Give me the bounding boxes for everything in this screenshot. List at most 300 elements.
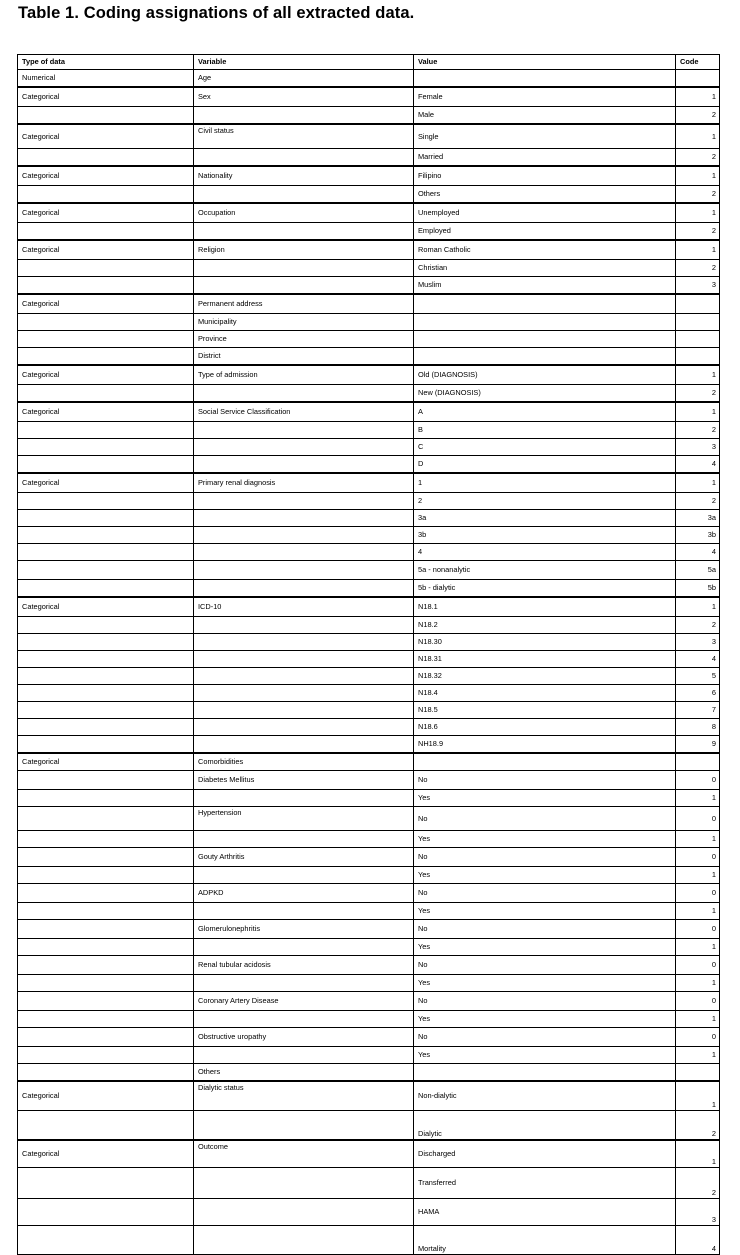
variable-cell: District: [194, 348, 414, 366]
type-cell: [18, 848, 194, 867]
code-cell: 1: [676, 240, 720, 260]
type-cell: [18, 223, 194, 241]
table-row: [18, 1081, 720, 1111]
table-row: [18, 70, 720, 88]
variable-cell: Nationality: [194, 166, 414, 186]
code-cell: 2: [676, 186, 720, 204]
variable-cell: [194, 1199, 414, 1226]
code-cell: 5a: [676, 561, 720, 580]
value-cell: [414, 314, 676, 331]
page-title: Table 1. Coding assignations of all extracted data.: [18, 4, 415, 22]
code-cell: 1: [676, 87, 720, 107]
value-cell: 2: [414, 493, 676, 510]
type-cell: [18, 1011, 194, 1028]
variable-cell: [194, 149, 414, 167]
type-cell: [18, 1064, 194, 1082]
value-cell: B: [414, 422, 676, 439]
type-cell: [18, 920, 194, 939]
variable-cell: Occupation: [194, 203, 414, 223]
table-row: [18, 348, 720, 366]
variable-cell: [194, 439, 414, 456]
type-cell: [18, 668, 194, 685]
table-body: [18, 55, 720, 1255]
code-cell: 2: [676, 422, 720, 439]
value-cell: Employed: [414, 223, 676, 241]
type-cell: [18, 736, 194, 754]
type-cell: [18, 331, 194, 348]
type-cell: Categorical: [18, 240, 194, 260]
value-cell: N18.6: [414, 719, 676, 736]
variable-cell: [194, 1226, 414, 1255]
code-cell: 0: [676, 771, 720, 790]
type-cell: [18, 807, 194, 831]
value-cell: No: [414, 807, 676, 831]
type-cell: Categorical: [18, 365, 194, 385]
table-row: [18, 149, 720, 167]
code-cell: 3b: [676, 527, 720, 544]
table-row: [18, 107, 720, 125]
variable-cell: [194, 422, 414, 439]
type-cell: [18, 510, 194, 527]
table-row: [18, 1028, 720, 1047]
variable-cell: Renal tubular acidosis: [194, 956, 414, 975]
value-cell: Yes: [414, 790, 676, 807]
variable-cell: Type of admission: [194, 365, 414, 385]
type-cell: [18, 1047, 194, 1064]
value-cell: Yes: [414, 867, 676, 884]
code-cell: 1: [676, 831, 720, 848]
code-cell: 5b: [676, 580, 720, 598]
code-cell: 2: [676, 617, 720, 634]
table-row: [18, 124, 720, 149]
variable-cell: Province: [194, 331, 414, 348]
code-cell: 1: [676, 903, 720, 920]
table-row: [18, 473, 720, 493]
table-row: [18, 1064, 720, 1082]
value-cell: A: [414, 402, 676, 422]
type-cell: Categorical: [18, 402, 194, 422]
table-row: [18, 439, 720, 456]
type-cell: Categorical: [18, 294, 194, 314]
table-row: [18, 1226, 720, 1255]
type-cell: Categorical: [18, 1140, 194, 1168]
type-cell: [18, 385, 194, 403]
table-row: [18, 651, 720, 668]
header-code: Code: [676, 55, 720, 70]
code-cell: 2: [676, 1111, 720, 1141]
code-cell: 2: [676, 107, 720, 125]
type-cell: [18, 544, 194, 561]
variable-cell: [194, 702, 414, 719]
type-cell: [18, 149, 194, 167]
value-cell: New (DIAGNOSIS): [414, 385, 676, 403]
code-cell: 4: [676, 1226, 720, 1255]
table-row: [18, 736, 720, 754]
value-cell: N18.2: [414, 617, 676, 634]
variable-cell: [194, 831, 414, 848]
table-row: [18, 992, 720, 1011]
table-row: [18, 561, 720, 580]
table-row: [18, 1011, 720, 1028]
variable-cell: [194, 975, 414, 992]
code-cell: 1: [676, 124, 720, 149]
table-row: [18, 702, 720, 719]
type-cell: [18, 719, 194, 736]
variable-cell: Municipality: [194, 314, 414, 331]
type-cell: [18, 260, 194, 277]
table-row: [18, 1140, 720, 1168]
type-cell: [18, 1028, 194, 1047]
value-cell: Others: [414, 186, 676, 204]
table-row: [18, 223, 720, 241]
value-cell: [414, 753, 676, 771]
code-cell: 4: [676, 456, 720, 474]
table-row: [18, 685, 720, 702]
value-cell: Yes: [414, 903, 676, 920]
value-cell: [414, 331, 676, 348]
table-row: [18, 903, 720, 920]
variable-cell: [194, 939, 414, 956]
code-cell: 9: [676, 736, 720, 754]
code-cell: 1: [676, 203, 720, 223]
code-cell: 1: [676, 166, 720, 186]
value-cell: N18.4: [414, 685, 676, 702]
table-row: [18, 166, 720, 186]
value-cell: No: [414, 956, 676, 975]
value-cell: N18.31: [414, 651, 676, 668]
value-cell: N18.5: [414, 702, 676, 719]
code-cell: 0: [676, 920, 720, 939]
value-cell: [414, 1064, 676, 1082]
variable-cell: [194, 561, 414, 580]
table-row: [18, 422, 720, 439]
variable-cell: [194, 867, 414, 884]
value-cell: No: [414, 771, 676, 790]
value-cell: No: [414, 884, 676, 903]
type-cell: Categorical: [18, 87, 194, 107]
coding-table: [17, 54, 720, 1255]
variable-cell: [194, 617, 414, 634]
variable-cell: Diabetes Mellitus: [194, 771, 414, 790]
table-row: [18, 668, 720, 685]
code-cell: 1: [676, 1140, 720, 1168]
code-cell: 0: [676, 956, 720, 975]
variable-cell: Others: [194, 1064, 414, 1082]
value-cell: 3a: [414, 510, 676, 527]
value-cell: Yes: [414, 939, 676, 956]
value-cell: Muslim: [414, 277, 676, 295]
code-cell: [676, 1064, 720, 1082]
code-cell: 3: [676, 439, 720, 456]
table-row: [18, 848, 720, 867]
table-row: [18, 385, 720, 403]
code-cell: 1: [676, 939, 720, 956]
variable-cell: [194, 634, 414, 651]
code-cell: 4: [676, 544, 720, 561]
type-cell: [18, 617, 194, 634]
type-cell: [18, 975, 194, 992]
type-cell: Categorical: [18, 753, 194, 771]
value-cell: Unemployed: [414, 203, 676, 223]
value-cell: Married: [414, 149, 676, 167]
variable-cell: Comorbidities: [194, 753, 414, 771]
type-cell: [18, 992, 194, 1011]
variable-cell: Outcome: [194, 1140, 414, 1168]
value-cell: Dialytic: [414, 1111, 676, 1141]
code-cell: 1: [676, 1081, 720, 1111]
variable-cell: [194, 223, 414, 241]
table-row: [18, 510, 720, 527]
type-cell: Categorical: [18, 203, 194, 223]
table-row: [18, 771, 720, 790]
type-cell: [18, 685, 194, 702]
code-cell: 8: [676, 719, 720, 736]
code-cell: [676, 331, 720, 348]
value-cell: Christian: [414, 260, 676, 277]
value-cell: N18.32: [414, 668, 676, 685]
table-row: [18, 456, 720, 474]
variable-cell: [194, 580, 414, 598]
variable-cell: Social Service Classification: [194, 402, 414, 422]
value-cell: Non-dialytic: [414, 1081, 676, 1111]
value-cell: 4: [414, 544, 676, 561]
value-cell: No: [414, 992, 676, 1011]
value-cell: Roman Catholic: [414, 240, 676, 260]
type-cell: [18, 277, 194, 295]
table-row: [18, 867, 720, 884]
value-cell: Yes: [414, 831, 676, 848]
table-row: [18, 493, 720, 510]
table-row: [18, 753, 720, 771]
variable-cell: Civil status: [194, 124, 414, 149]
type-cell: [18, 651, 194, 668]
variable-cell: [194, 651, 414, 668]
code-cell: [676, 314, 720, 331]
code-cell: 1: [676, 365, 720, 385]
value-cell: 1: [414, 473, 676, 493]
type-cell: [18, 831, 194, 848]
value-cell: N18.30: [414, 634, 676, 651]
variable-cell: Coronary Artery Disease: [194, 992, 414, 1011]
table-row: [18, 87, 720, 107]
variable-cell: ICD-10: [194, 597, 414, 617]
code-cell: 0: [676, 992, 720, 1011]
variable-cell: [194, 493, 414, 510]
type-cell: [18, 580, 194, 598]
code-cell: 1: [676, 1011, 720, 1028]
code-cell: [676, 348, 720, 366]
type-cell: [18, 867, 194, 884]
table-row: [18, 331, 720, 348]
value-cell: No: [414, 920, 676, 939]
code-cell: 5: [676, 668, 720, 685]
code-cell: 2: [676, 149, 720, 167]
table-row: [18, 203, 720, 223]
table-row: [18, 884, 720, 903]
value-cell: D: [414, 456, 676, 474]
variable-cell: [194, 510, 414, 527]
code-cell: 2: [676, 493, 720, 510]
table-row: [18, 1111, 720, 1141]
type-cell: [18, 561, 194, 580]
value-cell: Mortality: [414, 1226, 676, 1255]
table-row: [18, 1168, 720, 1199]
value-cell: No: [414, 848, 676, 867]
type-cell: Categorical: [18, 124, 194, 149]
table-row: [18, 402, 720, 422]
code-cell: 2: [676, 223, 720, 241]
variable-cell: [194, 1168, 414, 1199]
variable-cell: Religion: [194, 240, 414, 260]
code-cell: [676, 753, 720, 771]
type-cell: [18, 903, 194, 920]
code-cell: 2: [676, 260, 720, 277]
type-cell: [18, 1168, 194, 1199]
header-variable: Variable: [194, 55, 414, 70]
code-cell: 2: [676, 385, 720, 403]
variable-cell: Glomerulonephritis: [194, 920, 414, 939]
value-cell: Single: [414, 124, 676, 149]
type-cell: [18, 186, 194, 204]
table-row: [18, 1047, 720, 1064]
variable-cell: Primary renal diagnosis: [194, 473, 414, 493]
table-row: [18, 580, 720, 598]
table-row: [18, 920, 720, 939]
variable-cell: [194, 668, 414, 685]
header-value: Value: [414, 55, 676, 70]
type-cell: [18, 771, 194, 790]
variable-cell: Obstructive uropathy: [194, 1028, 414, 1047]
variable-cell: [194, 790, 414, 807]
variable-cell: Dialytic status: [194, 1081, 414, 1111]
value-cell: Filipino: [414, 166, 676, 186]
type-cell: [18, 634, 194, 651]
table-row: [18, 365, 720, 385]
value-cell: N18.1: [414, 597, 676, 617]
variable-cell: [194, 903, 414, 920]
table-row: [18, 719, 720, 736]
type-cell: [18, 107, 194, 125]
code-cell: 3: [676, 1199, 720, 1226]
code-cell: 1: [676, 790, 720, 807]
variable-cell: Permanent address: [194, 294, 414, 314]
value-cell: Yes: [414, 1011, 676, 1028]
type-cell: [18, 348, 194, 366]
table-row: [18, 617, 720, 634]
variable-cell: [194, 1047, 414, 1064]
table-row: [18, 277, 720, 295]
code-cell: 0: [676, 884, 720, 903]
value-cell: Yes: [414, 1047, 676, 1064]
type-cell: [18, 493, 194, 510]
header-type: Type of data: [18, 55, 194, 70]
type-cell: [18, 314, 194, 331]
type-cell: [18, 1226, 194, 1255]
table-row: [18, 294, 720, 314]
value-cell: No: [414, 1028, 676, 1047]
variable-cell: [194, 107, 414, 125]
variable-cell: [194, 260, 414, 277]
variable-cell: [194, 1011, 414, 1028]
code-cell: 6: [676, 685, 720, 702]
code-cell: 0: [676, 1028, 720, 1047]
code-cell: 0: [676, 848, 720, 867]
variable-cell: [194, 527, 414, 544]
value-cell: 3b: [414, 527, 676, 544]
type-cell: [18, 1199, 194, 1226]
code-cell: 1: [676, 1047, 720, 1064]
code-cell: 0: [676, 807, 720, 831]
variable-cell: [194, 456, 414, 474]
value-cell: 5a - nonanalytic: [414, 561, 676, 580]
type-cell: [18, 527, 194, 544]
type-cell: Numerical: [18, 70, 194, 88]
variable-cell: [194, 1111, 414, 1141]
variable-cell: Gouty Arthritis: [194, 848, 414, 867]
variable-cell: [194, 719, 414, 736]
code-cell: 3a: [676, 510, 720, 527]
type-cell: Categorical: [18, 166, 194, 186]
type-cell: [18, 422, 194, 439]
variable-cell: ADPKD: [194, 884, 414, 903]
code-cell: 1: [676, 867, 720, 884]
code-cell: 1: [676, 473, 720, 493]
variable-cell: [194, 685, 414, 702]
table-row: [18, 597, 720, 617]
code-cell: 3: [676, 277, 720, 295]
type-cell: [18, 884, 194, 903]
value-cell: [414, 70, 676, 88]
table-row: [18, 240, 720, 260]
value-cell: 5b - dialytic: [414, 580, 676, 598]
table-row: [18, 831, 720, 848]
table-row: [18, 527, 720, 544]
value-cell: C: [414, 439, 676, 456]
variable-cell: [194, 736, 414, 754]
type-cell: [18, 1111, 194, 1141]
value-cell: Yes: [414, 975, 676, 992]
table-row: [18, 260, 720, 277]
variable-cell: [194, 186, 414, 204]
variable-cell: [194, 385, 414, 403]
code-cell: 1: [676, 597, 720, 617]
code-cell: 3: [676, 634, 720, 651]
table-row: [18, 544, 720, 561]
code-cell: [676, 70, 720, 88]
type-cell: Categorical: [18, 597, 194, 617]
table-row: [18, 186, 720, 204]
code-cell: [676, 294, 720, 314]
type-cell: [18, 939, 194, 956]
value-cell: [414, 294, 676, 314]
table-row: [18, 314, 720, 331]
type-cell: [18, 956, 194, 975]
value-cell: NH18.9: [414, 736, 676, 754]
value-cell: [414, 348, 676, 366]
code-cell: 4: [676, 651, 720, 668]
value-cell: Old (DIAGNOSIS): [414, 365, 676, 385]
table-row: [18, 634, 720, 651]
code-cell: 2: [676, 1168, 720, 1199]
value-cell: Male: [414, 107, 676, 125]
table-row: [18, 1199, 720, 1226]
code-cell: 1: [676, 975, 720, 992]
type-cell: Categorical: [18, 473, 194, 493]
type-cell: [18, 790, 194, 807]
table-row: [18, 790, 720, 807]
type-cell: [18, 439, 194, 456]
code-cell: 7: [676, 702, 720, 719]
